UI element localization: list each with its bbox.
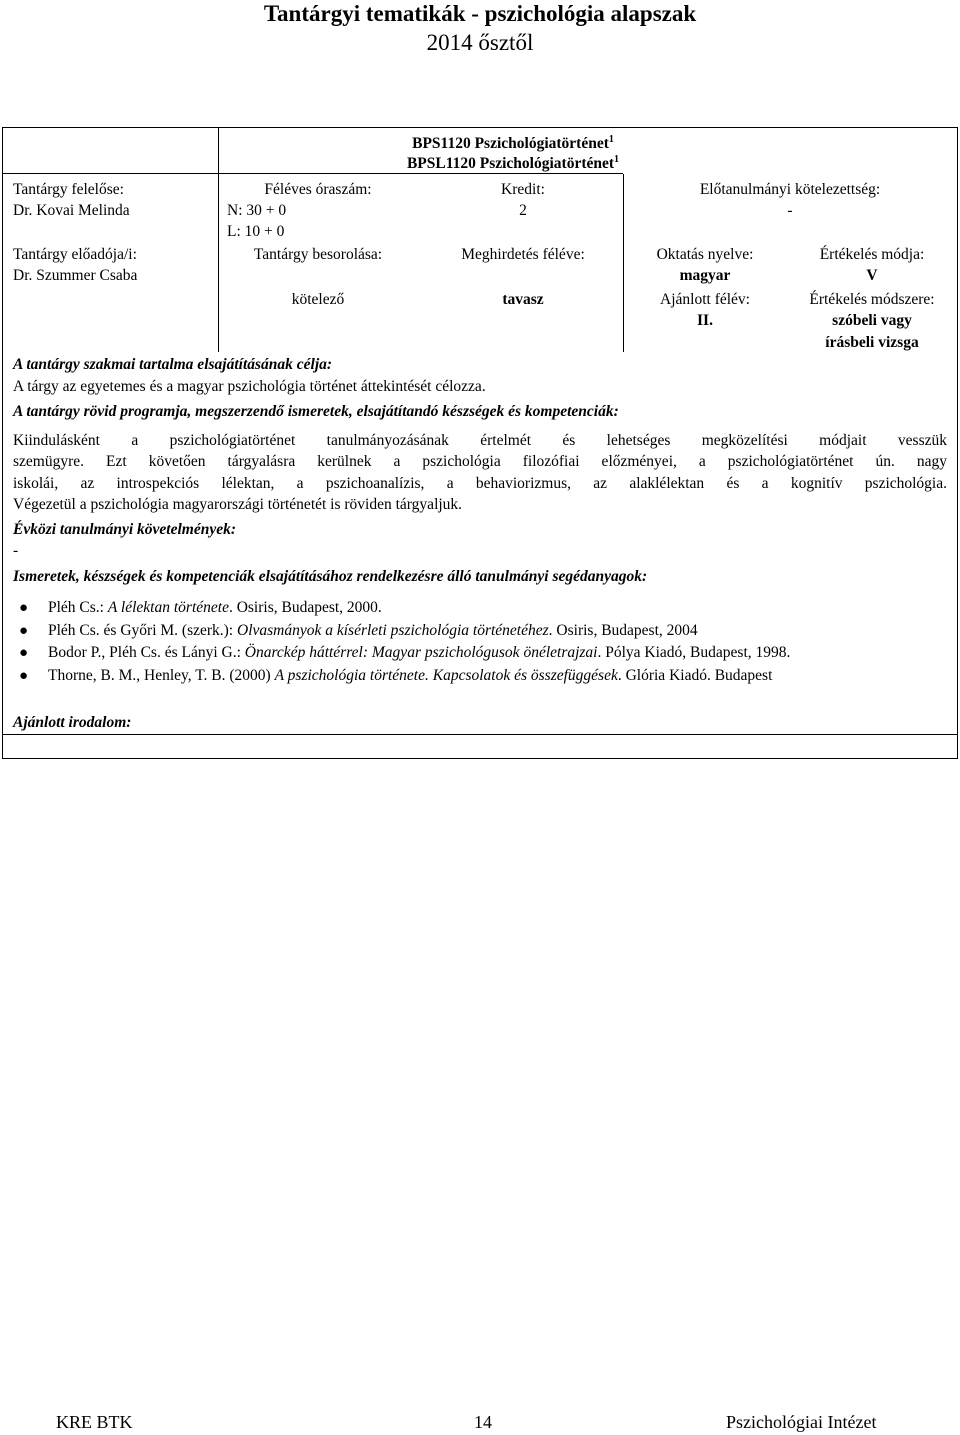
reference-title: Önarckép háttérrel: Magyar pszichológusok önéletrajzai [244,644,598,661]
assessment-type-label: Értékelés módja: [819,246,925,263]
program-line-3: iskolái, az introspekciós lélektan, a pszichoanalízis, a behaviorizmus, az alaklélektan és a kognitív pszichológia. [13,475,947,492]
requirements-heading: Évközi tanulmányi követelmények: [13,521,237,538]
bullet-icon: ● [19,645,29,661]
semester-offer-value: tavasz [502,291,544,308]
recommended-semester-label: Ajánlott félév: [660,291,750,308]
classification-label: Tantárgy besorolása: [253,246,383,263]
classification-value: kötelező [291,291,345,308]
footer-institution: KRE BTK [56,1412,133,1432]
program-line-2: szemügyre. Ezt követően tárgyalásra kerülnek a pszichológia filozófiai előzményei, a pszichológiatörténet ún. nagy [13,453,947,470]
prereq-value: - [787,202,793,219]
grid-line [3,173,623,174]
course-syllabus-table [2,127,958,759]
requirements-text: - [13,542,19,559]
bullet-icon: ● [19,600,29,616]
program-line-4: Végezetül a pszichológia magyarországi történetét is röviden tárgyaljuk. [13,496,463,513]
reference-authors: Thorne, B. M., Henley, T. B. (2000) [48,666,275,684]
reference-title: Olvasmányok a kísérleti pszichológia történetéhez [237,621,549,639]
assessment-method-label: Értékelés módszere: [809,291,935,308]
reference-list [13,598,947,688]
responsible-value: Dr. Kovai Melinda [13,202,130,219]
assessment-method-value-line2: írásbeli vizsga [825,334,919,351]
hours-n: N: 30 + 0 [227,202,287,219]
list-item [13,621,947,642]
language-value: magyar [679,267,731,284]
course-code-line1: BPS1120 Pszichológiatörténet$^1$ [412,134,614,152]
language-label: Oktatás nyelve: [656,246,754,263]
reference-title: A lélektan története [107,599,229,616]
lecturer-value: Dr. Szummer Csaba [13,267,138,284]
page-title: Tantárgyi tematikák - pszichológia alapszak [263,1,697,26]
assessment-method-value-line1: szóbeli vagy [832,312,912,329]
reference-authors: Bodor P., Pléh Cs. és Lányi G.: [48,644,245,661]
recommended-literature-heading: Ajánlott irodalom: [13,714,132,731]
reference-publisher: . Osiris, Budapest, 2004 [548,621,698,639]
footer-department: Pszichológiai Intézet [726,1412,877,1432]
list-item [13,643,947,664]
credit-value: 2 [519,202,527,219]
lecturer-label: Tantárgy előadója/i: [13,246,137,263]
goal-heading: A tantárgy szakmai tartalma elsajátításának célja: [13,356,333,373]
recommended-semester-value: II. [697,312,713,329]
course-code-line2: BPSL1120 Pszichológiatörténet$^1$ [406,154,620,172]
program-line-1: Kiindulásként a pszichológiatörténet tanulmányozásának értelmét és lehetséges megközelítési módjait vesszük [13,432,947,449]
reference-title: A pszichológia története. Kapcsolatok és összefüggések [274,666,618,684]
bullet-icon: ● [19,667,29,684]
reference-publisher: . Pólya Kiadó, Budapest, 1998. [597,644,791,661]
goal-text: A tárgy az egyetemes és a magyar pszichológia történet áttekintését célozza. [13,378,486,395]
semester-offer-label: Meghirdetés féléve: [461,246,585,263]
list-item [13,666,947,687]
reference-authors: Pléh Cs. és Győri M. (szerk.): [48,621,237,639]
page-subtitle: 2014 ősztől [426,30,534,55]
credit-label: Kredit: [501,181,545,198]
hours-label: Féléves óraszám: [264,181,372,198]
reference-authors: Pléh Cs.: [48,599,108,616]
hours-l: L: 10 + 0 [227,223,285,240]
assessment-type-value: V [866,267,878,284]
reference-publisher: . Glória Kiadó. Budapest [617,666,773,684]
footer-page-number: 14 [474,1412,492,1432]
list-item [13,598,947,619]
bullet-icon: ● [19,622,29,639]
reference-publisher: . Osiris, Budapest, 2000. [228,599,382,616]
materials-heading: Ismeretek, készségek és kompetenciák elsajátításához rendelkezésre álló tanulmányi segédanyagok: [13,568,648,585]
program-heading: A tantárgy rövid programja, megszerzendő ismeretek, elsajátítandó készségek és kompetenciák: [13,403,619,420]
responsible-label: Tantárgy felelőse: [13,181,124,198]
grid-line [3,734,957,735]
prereq-label: Előtanulmányi kötelezettség: [699,181,881,198]
